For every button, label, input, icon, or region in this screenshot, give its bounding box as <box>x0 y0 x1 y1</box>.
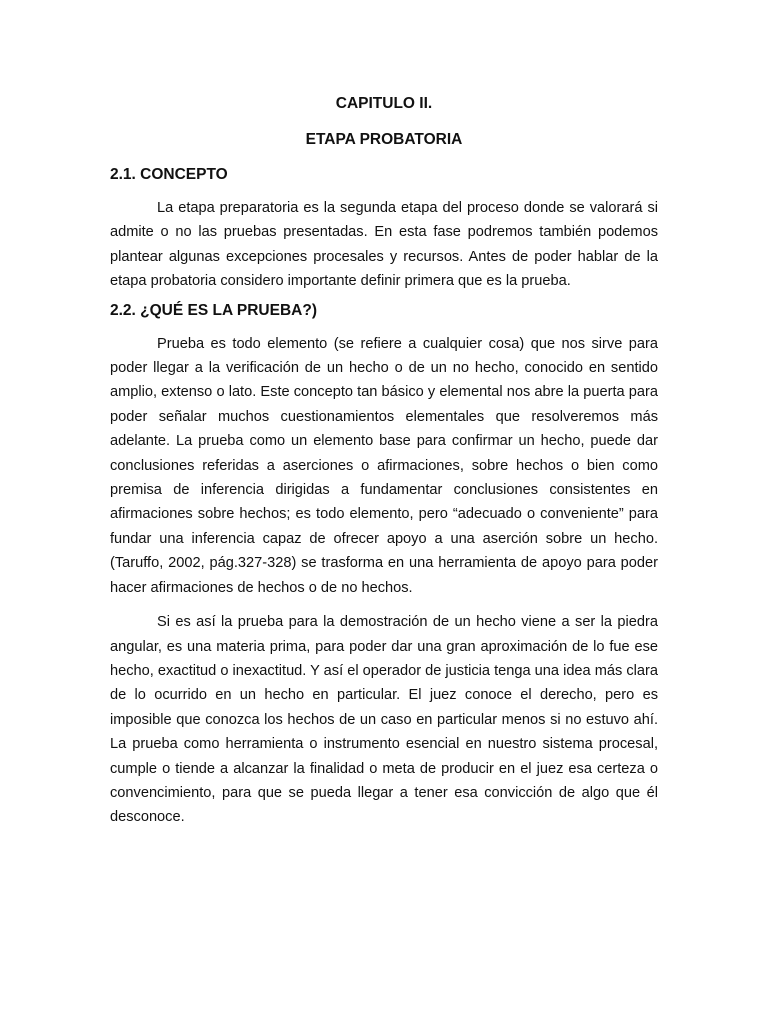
paragraph: La etapa preparatoria es la segunda etapa del proceso donde se valorará si admite o no las pruebas presentadas. En esta fase podremos también podemos plantear algunas excepciones procesales y recursos. Antes de poder hablar de la etapa probatoria considero importante definir primera que es la prueba. <box>110 200 658 290</box>
chapter-title: ETAPA PROBATORIA <box>305 131 463 148</box>
paragraph: Prueba es todo elemento (se refiere a cualquier cosa) que nos sirve para poder llegar a la verificación de un hecho o de un no hecho, conocido en sentido amplio, extenso o lato. Este concepto tan básico y elemental nos abre la puerta para poder señalar muchos cuestionamientos elementales que resolveremos más adelante. La prueba como un elemento base para confirmar un hecho, puede dar conclusiones referidas a aserciones o afirmaciones, sobre hechos o bien como premisa de inferencia dirigidas a fundamentar conclusiones consistentes en afirmaciones sobre hechos; es todo elemento, pero “adecuado o conveniente” para fundar una inferencia capaz de ofrecer apoyo a una aserción sobre un hecho. (Taruffo, 2002, pág.327-328) se trasforma en una herramienta de apoyo para poder hacer afirmaciones de hechos o de no hechos. <box>110 335 658 596</box>
document-page <box>110 93 658 830</box>
section-heading-concepto: 2.1. CONCEPTO <box>110 166 228 183</box>
section-heading-que-es-la-prueba: 2.2. ¿QUÉ ES LA PRUEBA?) <box>110 301 317 319</box>
chapter-label: CAPITULO II. <box>335 95 433 112</box>
paragraph: Si es así la prueba para la demostración de un hecho viene a ser la piedra angular, es una materia prima, para poder dar una gran aproximación de lo fue ese hecho, exactitud o inexactitud. Y así el operador de justicia tenga una idea más clara de lo ocurrido en un hecho en particular. El juez conoce el derecho, pero es imposible que conozca los hechos de un caso en particular menos si no estuvo ahí. La prueba como herramienta o instrumento esencial en nuestro sistema procesal, cumple o tiende a alcanzar la finalidad o meta de producir en el juez esa certeza o convencimiento, para que se pueda llegar a tener esa convicción de algo que él desconoce. <box>110 614 658 826</box>
